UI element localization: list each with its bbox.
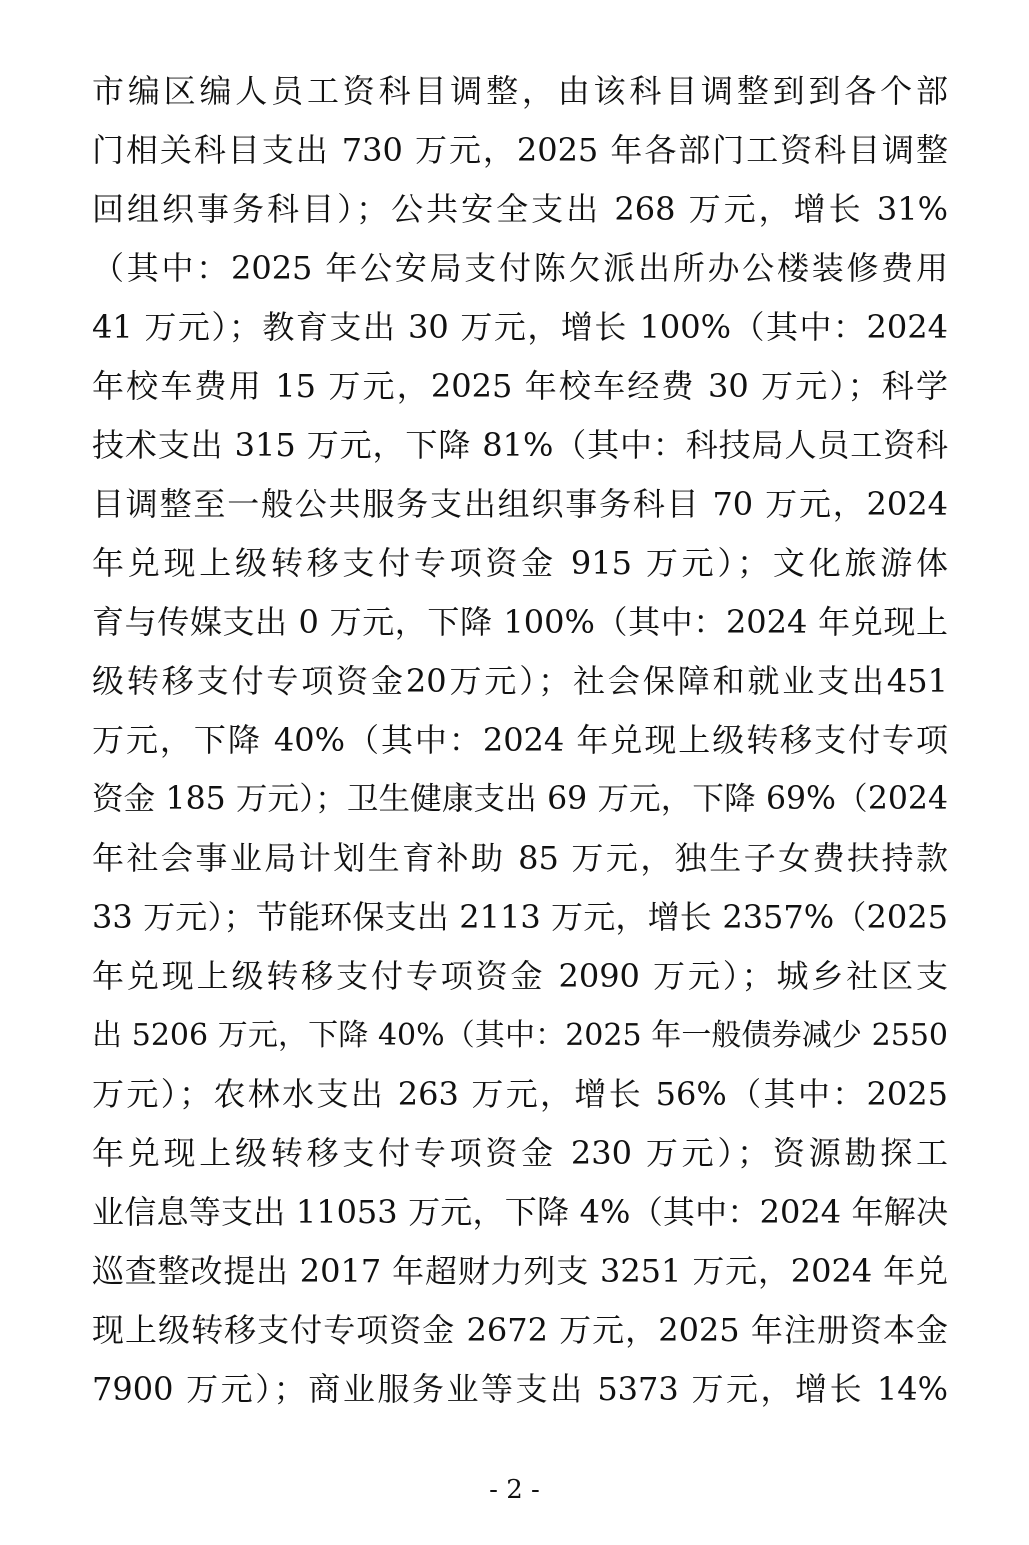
text-line: 资金 185 万元）；卫生健康支出 69 万元，下降 69%（2024 <box>92 781 948 817</box>
text-line: 回组织事务科目）；公共安全支出 268 万元，增长 31% <box>92 190 948 228</box>
body-paragraph <box>92 62 948 1419</box>
text-line: 年社会事业局计划生育补助 85 万元，独生子女费扶持款 <box>92 839 948 877</box>
text-line: 年兑现上级转移支付专项资金 230 万元）；资源勘探工 <box>92 1134 948 1172</box>
text-line: 门相关科目支出 730 万元，2025 年各部门工资科目调整 <box>92 131 948 169</box>
text-line: 技术支出 315 万元，下降 81%（其中：科技局人员工资科 <box>92 426 948 464</box>
text-line: 出 5206 万元，下降 40%（其中：2025 年一般债券减少 2550 <box>92 1018 948 1053</box>
text-line: 目调整至一般公共服务支出组织事务科目 70 万元，2024 <box>92 485 948 523</box>
text-line: 41 万元）；教育支出 30 万元，增长 100%（其中：2024 <box>92 308 948 346</box>
text-line: （其中：2025 年公安局支付陈欠派出所办公楼装修费用 <box>92 249 948 287</box>
text-line: 年兑现上级转移支付专项资金 915 万元）；文化旅游体 <box>92 544 948 582</box>
text-line: 育与传媒支出 0 万元，下降 100%（其中：2024 年兑现上 <box>92 603 948 641</box>
text-line: 7900 万元）；商业服务业等支出 5373 万元，增长 14% <box>92 1370 948 1408</box>
text-line: 万元，下降 40%（其中：2024 年兑现上级转移支付专项 <box>92 721 948 759</box>
page-number: - 2 - <box>489 1475 540 1505</box>
text-line: 现上级转移支付专项资金 2672 万元，2025 年注册资本金 <box>92 1311 948 1349</box>
text-line: 业信息等支出 11053 万元，下降 4%（其中：2024 年解决 <box>92 1193 948 1231</box>
text-line: 巡查整改提出 2017 年超财力列支 3251 万元，2024 年兑 <box>92 1252 948 1290</box>
text-line: 级转移支付专项资金20万元）；社会保障和就业支出451 <box>92 662 948 700</box>
text-line: 年兑现上级转移支付专项资金 2090 万元）；城乡社区支 <box>92 957 948 995</box>
text-line: 市编区编人员工资科目调整，由该科目调整到到各个部 <box>92 72 948 110</box>
text-line: 年校车费用 15 万元，2025 年校车经费 30 万元）；科学 <box>92 367 948 405</box>
text-line: 万元）；农林水支出 263 万元，增长 56%（其中：2025 <box>92 1075 948 1113</box>
text-line: 33 万元）；节能环保支出 2113 万元，增长 2357%（2025 <box>92 898 948 936</box>
